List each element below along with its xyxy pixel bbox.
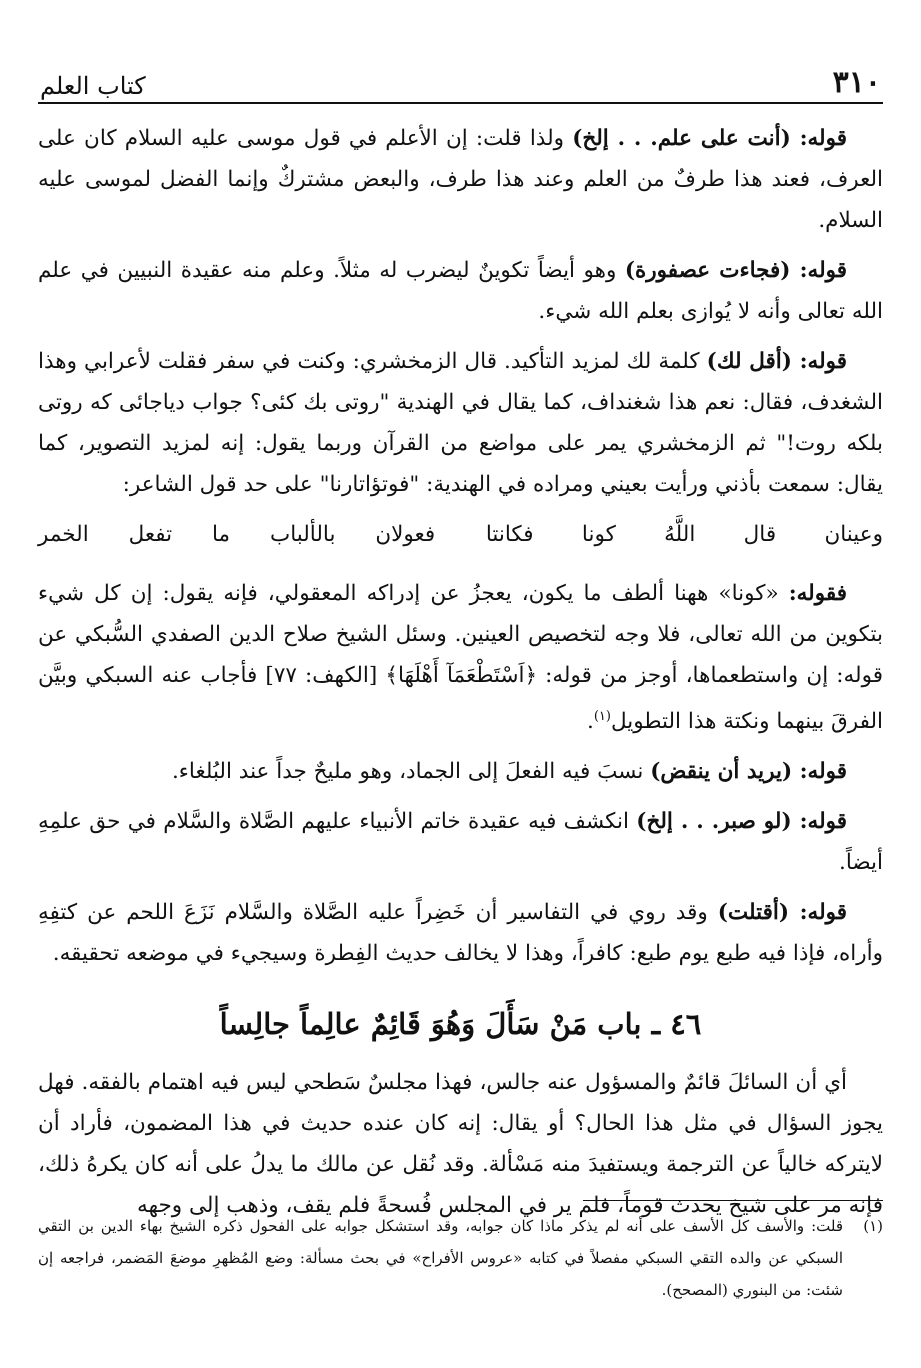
lemma: فقوله:	[788, 581, 847, 606]
footnote-marker: (١)	[863, 1217, 883, 1235]
page-number: ٣١٠	[832, 65, 881, 100]
lemma: قوله: (أقل لك)	[706, 349, 847, 374]
paragraph	[38, 250, 883, 332]
lemma: قوله: (أنت على علم. . . إلخ)	[572, 126, 847, 151]
poem-hemistich-right: وعينان قال اللَّهُ كونا فكانتا	[485, 522, 883, 547]
footnote-divider	[583, 1200, 883, 1201]
paragraph	[38, 892, 883, 974]
poem-verse	[38, 514, 883, 555]
paragraph-text: وقد روي في التفاسير أن خَضِراً عليه الصَّلاة والسَّلام نَزَعَ اللحم عن كتفِهِ وأراه، فإذا فيه طبع يوم طبع: كافراً، وهذا لا يخالف حديث الفِطرة وسيجيء في موضعه تحقيقه.	[38, 900, 883, 967]
lemma: قوله: (يريد أن ينقض)	[650, 759, 847, 785]
page-header	[38, 58, 883, 104]
lemma: قوله: (لو صبر. . . إلخ)	[636, 809, 847, 835]
paragraph-text: «كونا» ههنا ألطف ما يكون، يعجزُ عن إدراكه المعقولي، فإنه يقول: إن كل شيء بتكوين من الله تعالى، فلا وجه لتخصيص العينين. وسئل الشيخ صلاح الدين الصفدي السُّبكي عن قوله: إن واستطعماها، أوجز من قوله: ﴿اَسْتَطْعَمَآ أَهْلَهَا﴾ [الكهف: ٧٧] فأجاب عنه السبكي وبيَّن الفرقَ بينهما ونكتة هذا التطويل	[38, 581, 883, 735]
paragraph	[38, 801, 883, 883]
paragraph-tail: .	[587, 709, 594, 735]
lemma: قوله: (أقتلت)	[717, 900, 847, 926]
paragraph	[38, 341, 883, 505]
paragraph-text: وهو أيضاً تكوينٌ ليضرب له مثلاً. وعلم منه عقيدة النبيين في علم الله تعالى وأنه لا يُوازى بعلم الله شيء.	[38, 258, 883, 324]
footnote-text: قلت: والأسف كل الأسف على أنه لم يذكر ماذا كان جوابه، وقد استشكل جوابه على الفحول ذكره الشيخ بهاء الدين بن التقي السبكي عن والده التقي السبكي مفصلاً في كتابه «عروس الأفراح» في بحث مسألة: وضع المُظهرِ موضعَ المَضمر، فراجعه إن شئت: من البنوري (المصحح).	[38, 1217, 843, 1299]
paragraph-text: انكشف فيه عقيدة خاتم الأنبياء عليهم الصَّلاة والسَّلام في حق علمِهِ أيضاً.	[38, 809, 883, 876]
paragraph-text: نسبَ فيه الفعلَ إلى الجماد، وهو مليحٌ جداً عند البُلغاء.	[171, 759, 651, 785]
chapter-heading: ٤٦ ـ باب مَنْ سَأَلَ وَهُوَ قَائِمٌ عالِماً جالِساً	[219, 1007, 702, 1042]
paragraph-text: كلمة لك لمزيد التأكيد. قال الزمخشري: وكنت في سفر فقلت لأعرابي وهذا الشغدف، فقال: نعم هذا شغنداف، كما يقال في الهندية "روتى بك كئى؟ جواب دياجائى كه روتى بلكه روت!" ثم الزمخشري يمر على مواضع من القرآن وربما يقول: إنه لمزيد التصوير، كما يقال: سمعت بأذني ورأيت بعيني ومراده في الهندية: "فوتؤاتارنا" على حد قول الشاعر:	[38, 349, 883, 497]
paragraph	[38, 573, 883, 742]
poem-hemistich-left: فعولان بالألباب ما تفعل الخمر	[38, 522, 436, 547]
lemma: قوله: (فجاءت عصفورة)	[624, 258, 847, 283]
footnote	[38, 1210, 883, 1306]
running-title: كتاب العلم	[40, 72, 146, 100]
paragraph	[38, 751, 883, 792]
main-text	[38, 118, 883, 1226]
footnote-reference: (١)	[593, 709, 611, 724]
chapter-paragraph: أي أن السائلَ قائمٌ والمسؤول عنه جالس، فهذا مجلسٌ سَطحي ليس فيه اهتمام بالفقه. فهل يجوز السؤال في مثل هذا الحال؟ أو يقال: إنه كان عنده حديث في هذا المضمون، فأراد أن لايتركه خالياً عن الترجمة ويستفيدَ منه مَسْألة. وقد نُقل عن مالك ما يدلُ على أنه كان يكرهُ ذلك، فإنه مر على شيخ يحدث قوماً، فلم ير في المجلس فُسحةً فلم يقف، وذهب إلى وجهه	[38, 1070, 883, 1219]
paragraph-text: ولذا قلت: إن الأعلم في قول موسى عليه السلام كان على العرف، فعند هذا طرفٌ من العلم وعند هذا طرف، والبعض مشتركٌ وإنما الفضل لموسى عليه السلام.	[38, 126, 883, 233]
paragraph	[38, 118, 883, 241]
